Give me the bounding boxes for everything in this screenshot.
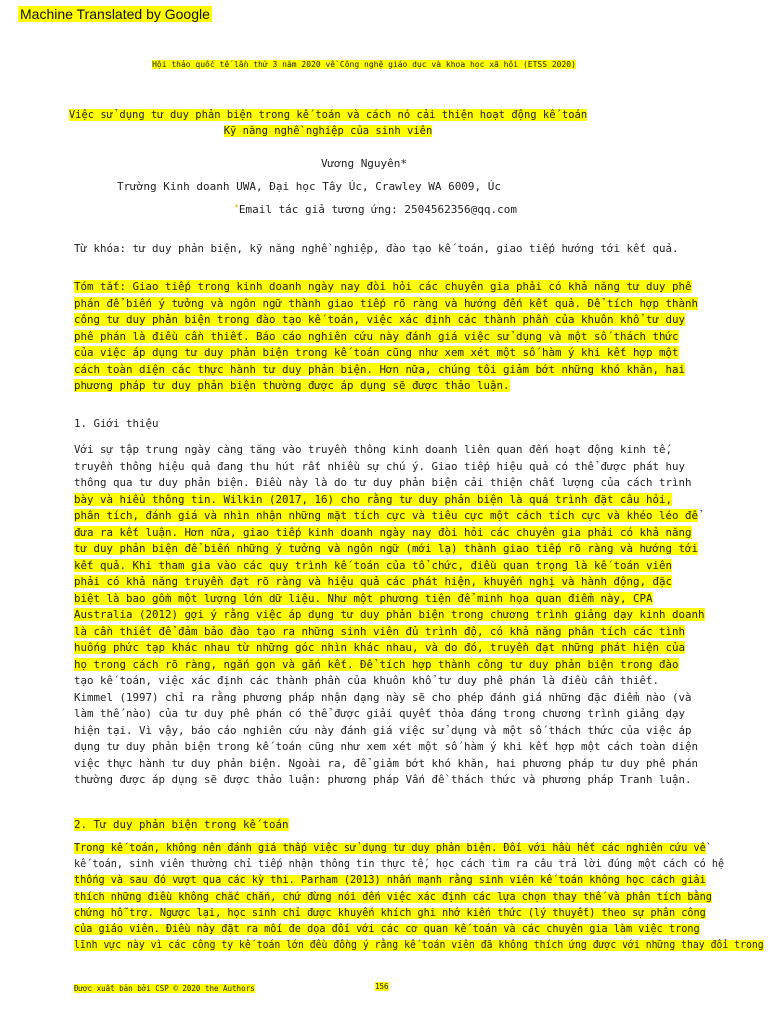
publisher-footer xyxy=(74,984,255,993)
keywords: Từ khóa: tư duy phản biện, kỹ năng nghề nghiệp, đào tạo kế toán, giao tiếp hướng tới kết quả. xyxy=(74,242,679,255)
body-line: tạo kế toán, việc xác định các thành phần của khuôn khổ tư duy phê phán là điều cần thiết. xyxy=(74,674,660,687)
paper-title xyxy=(0,107,656,139)
asterisk-marker: * xyxy=(234,203,239,212)
page-number-text: 156 xyxy=(375,982,389,991)
body-line: việc thực hành tư duy phản biện. Ngoài ra, để giảm bớt khó khăn, hai phương pháp tư duy phê phán xyxy=(74,756,699,770)
abstract-line: phán để biến ý tưởng và ngôn ngữ thành giao tiếp rõ ràng và hướng đến kết quả. Để tích hợp thành xyxy=(74,296,699,310)
body-line: huống phức tạp khác nhau từ những góc nhìn khác nhau, và do đó, truyền đạt những phát hiện của xyxy=(74,641,686,654)
abstract-line: cách toàn diện các thực hành tư duy phản biện. Hơn nữa, chúng tôi giảm bớt những khó khăn, hai xyxy=(74,362,686,376)
conference-header xyxy=(0,60,728,69)
body-line: thích những điều không chắc chắn, chứ đừng nói đến việc xác định các lựa chọn thay thế và phân tích bằng xyxy=(74,891,712,903)
body-line: phải có khả năng truyền đạt rõ ràng và hiệu quả các phát hiện, khuyến nghị và hành động, đặc xyxy=(74,575,673,588)
body-line: dụng tư duy phản biện trong kế toán cũng như xem xét một số hàm ý khi kết hợp một cách toàn diện xyxy=(74,740,699,753)
body-line: thông qua tư duy phản biện. Điều này là do tư duy phản biện cải thiện chất lượng của cách trình xyxy=(74,476,692,489)
author-affiliation: Trường Kinh doanh UWA, Đại học Tây Úc, Crawley WA 6009, Úc xyxy=(116,180,502,193)
body-line: chứng hỗ trợ. Ngược lại, học sinh chỉ được khuyến khích ghi nhớ kiến thức (lý thuyết) theo sự phân công xyxy=(74,907,706,919)
abstract-line: Tóm tắt: Giao tiếp trong kinh doanh ngày nay đòi hỏi các chuyên gia phải có khả năng tư duy phê xyxy=(74,280,692,293)
body-line: làm thế nào) của tư duy phê phán có thể được giải quyết thỏa đáng trong chương trình giảng dạy xyxy=(74,707,686,720)
body-line: biệt là bao gồm một lượng lớn dữ liệu. Như một phương tiện để minh họa quan điểm này, CPA xyxy=(74,591,653,605)
title-line: Việc sử dụng tư duy phản biện trong kế toán và cách nó cải thiện hoạt động kế toán xyxy=(68,109,588,121)
abstract-line: của việc áp dụng tư duy phản biện trong kế toán cũng như xem xét một số hàm ý khi kết hợp một xyxy=(74,346,679,359)
section-2-body xyxy=(74,841,764,954)
body-line: Trong kế toán, không nên đánh giá thấp việc sử dụng tư duy phản biện. Đối với hầu hết các nghiên cứu về xyxy=(74,843,706,854)
body-line: lĩnh vực này vì các công ty kế toán lớn đều đồng ý rằng kế toán viên đã không thích ứng được với những thay đổi trong xyxy=(74,940,764,952)
body-line: hiện tại. Vì vậy, báo cáo nghiên cứu này đánh giá việc sử dụng và một số thách thức của việc áp xyxy=(74,723,692,737)
body-line: họ trong cách rõ ràng, ngắn gọn và gắn kết. Để tích hợp thành công tư duy phản biện trong đào xyxy=(74,657,679,671)
body-line: Với sự tập trung ngày càng tăng vào truyền thông kinh doanh liên quan đến hoạt động kinh tế, xyxy=(74,443,673,456)
title-line: Kỹ năng nghề nghiệp của sinh viên xyxy=(223,125,433,137)
abstract-line: công tư duy phản biện trong đào tạo kế toán, việc xác định các thành phần của khuôn khổ tư duy xyxy=(74,313,686,326)
section-1-body xyxy=(74,442,705,789)
body-line: thống và sau đó vượt qua các kỳ thi. Parham (2013) nhấn mạnh rằng sinh viên kế toán không học cách giải xyxy=(74,875,706,887)
body-line: là cần thiết để đảm bảo đào tạo ra những sinh viên đủ trình độ, có khả năng phân tích các tình xyxy=(74,624,686,638)
section-2-heading xyxy=(74,817,694,834)
body-line: kết quả. Khi tham gia vào các quy trình kế toán của tổ chức, điều quan trọng là kế toán viên xyxy=(74,558,673,572)
body-line: kế toán, sinh viên thường chỉ tiếp nhận thông tin thực tế, học cách tìm ra câu trả lời đúng một cách có hệ xyxy=(74,859,725,871)
author-name: Vương Nguyên* xyxy=(320,157,408,170)
body-line: Kimmel (1997) chỉ ra rằng phương pháp nhận dạng này sẽ cho phép đánh giá những đặc điểm nào (và xyxy=(74,690,692,704)
abstract-line: phương pháp tư duy phản biện thường được áp dụng sẽ được thảo luận. xyxy=(74,379,510,392)
body-line: đưa ra kết luận. Hơn nữa, giao tiếp kinh doanh ngày nay đòi hỏi các chuyên gia phải có khả năng xyxy=(74,525,692,539)
page-number xyxy=(375,982,389,991)
body-line: Australia (2012) gợi ý rằng việc áp dụng tư duy phản biện trong chương trình giảng dạy kinh doanh xyxy=(74,608,705,621)
corresponding-email xyxy=(234,203,517,216)
body-line: của giáo viên. Điều này đặt ra mối đe dọa đối với các cơ quan kế toán và các chuyên gia làm việc trong xyxy=(74,923,700,935)
abstract xyxy=(74,279,699,395)
footer-text: Được xuất bản bởi CSP © 2020 the Authors xyxy=(74,984,255,993)
section-1-heading: 1. Giới thiệu xyxy=(74,417,159,430)
body-line: bày và hiểu thông tin. Wilkin (2017, 16) cho rằng tư duy phản biện là quá trình đặt câu hỏi, xyxy=(74,492,673,506)
section-2-heading-text: 2. Tư duy phản biện trong kế toán xyxy=(74,818,289,831)
body-line: truyền thông hiệu quả đang thu hút rất nhiều sự chú ý. Giao tiếp hiệu quả có thể được phát huy xyxy=(74,459,686,473)
email-text: Email tác giả tương ứng: 2504562356@qq.com xyxy=(238,203,517,216)
conference-text: Hội thảo quốc tế lần thứ 3 năm 2020 về Công nghệ giáo dục và khoa học xã hội (ETSS 2020) xyxy=(152,60,576,69)
body-line: tư duy phản biện để biến những ý tưởng và ngôn ngữ (mới lạ) thành giao tiếp rõ ràng và hướng tới xyxy=(74,542,699,555)
machine-translation-banner: Machine Translated by Google xyxy=(20,6,210,22)
abstract-line: phê phán là điều cần thiết. Báo cáo nghiên cứu này đánh giá việc sử dụng và một số thách thức xyxy=(74,329,679,343)
body-line: thường được áp dụng sẽ được thảo luận: phương pháp Vấn đề thách thức và phương pháp Tranh luận. xyxy=(74,773,692,786)
body-line: phân tích, đánh giá và nhìn nhận những mặt tích cực và tiêu cực một cách tích cực và khéo léo để xyxy=(74,509,699,522)
